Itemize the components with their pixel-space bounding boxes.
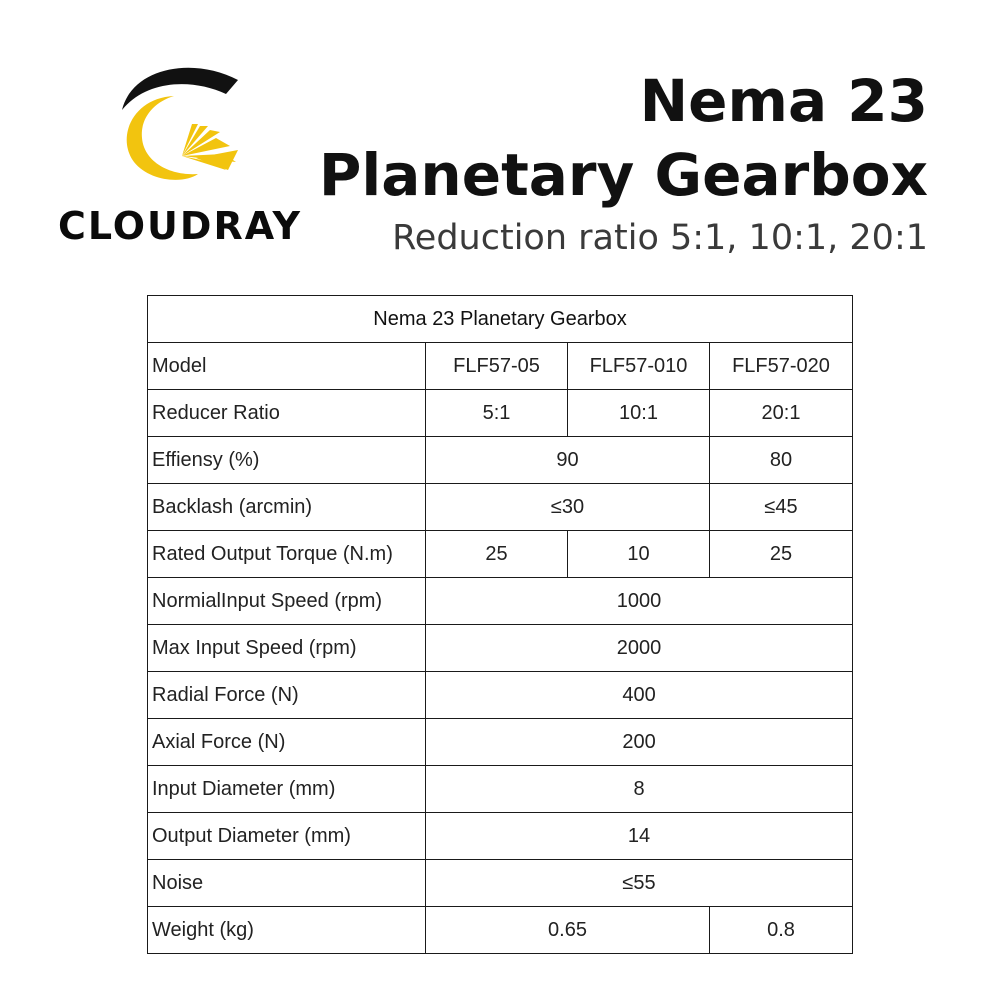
model-cell: FLF57-020 — [710, 343, 853, 390]
row-label: Model — [148, 343, 426, 390]
value-cell: 25 — [426, 531, 568, 578]
value-cell: ≤45 — [710, 484, 853, 531]
value-cell: 400 — [426, 672, 853, 719]
row-label: Weight (kg) — [148, 907, 426, 954]
model-cell: FLF57-010 — [568, 343, 710, 390]
value-cell: 80 — [710, 437, 853, 484]
value-cell: 20:1 — [710, 390, 853, 437]
table-row — [148, 813, 853, 860]
value-cell: ≤30 — [426, 484, 710, 531]
table-row — [148, 390, 853, 437]
value-cell: 1000 — [426, 578, 853, 625]
row-label: NormialInput Speed (rpm) — [148, 578, 426, 625]
spec-table — [147, 295, 853, 954]
value-cell: 0.8 — [710, 907, 853, 954]
table-row — [148, 437, 853, 484]
row-label: Input Diameter (mm) — [148, 766, 426, 813]
row-label: Radial Force (N) — [148, 672, 426, 719]
value-cell: ≤55 — [426, 860, 853, 907]
value-cell: 90 — [426, 437, 710, 484]
row-label: Axial Force (N) — [148, 719, 426, 766]
table-row — [148, 484, 853, 531]
row-label: Backlash (arcmin) — [148, 484, 426, 531]
brand-name: CLOUDRAY — [58, 204, 302, 248]
value-cell: 8 — [426, 766, 853, 813]
row-label: Noise — [148, 860, 426, 907]
value-cell: 10 — [568, 531, 710, 578]
value-cell: 200 — [426, 719, 853, 766]
row-label: Effiensy (%) — [148, 437, 426, 484]
table-caption-row — [148, 296, 853, 343]
model-cell: FLF57-05 — [426, 343, 568, 390]
table-row — [148, 672, 853, 719]
cloudray-logo-icon — [112, 58, 252, 188]
value-cell: 0.65 — [426, 907, 710, 954]
value-cell: 2000 — [426, 625, 853, 672]
table-row — [148, 343, 853, 390]
table-row — [148, 719, 853, 766]
table-row — [148, 625, 853, 672]
page-subtitle: Reduction ratio 5:1, 10:1, 20:1 — [392, 218, 928, 258]
value-cell: 25 — [710, 531, 853, 578]
table-row — [148, 531, 853, 578]
row-label: Max Input Speed (rpm) — [148, 625, 426, 672]
table-caption: Nema 23 Planetary Gearbox — [148, 296, 853, 343]
page-title-line-1: Nema 23 — [639, 67, 928, 135]
value-cell: 5:1 — [426, 390, 568, 437]
table-row — [148, 578, 853, 625]
row-label: Output Diameter (mm) — [148, 813, 426, 860]
value-cell: 14 — [426, 813, 853, 860]
value-cell: 10:1 — [568, 390, 710, 437]
row-label: Rated Output Torque (N.m) — [148, 531, 426, 578]
table-row — [148, 860, 853, 907]
table-row — [148, 907, 853, 954]
page-title-line-2: Planetary Gearbox — [318, 141, 928, 209]
table-row — [148, 766, 853, 813]
row-label: Reducer Ratio — [148, 390, 426, 437]
